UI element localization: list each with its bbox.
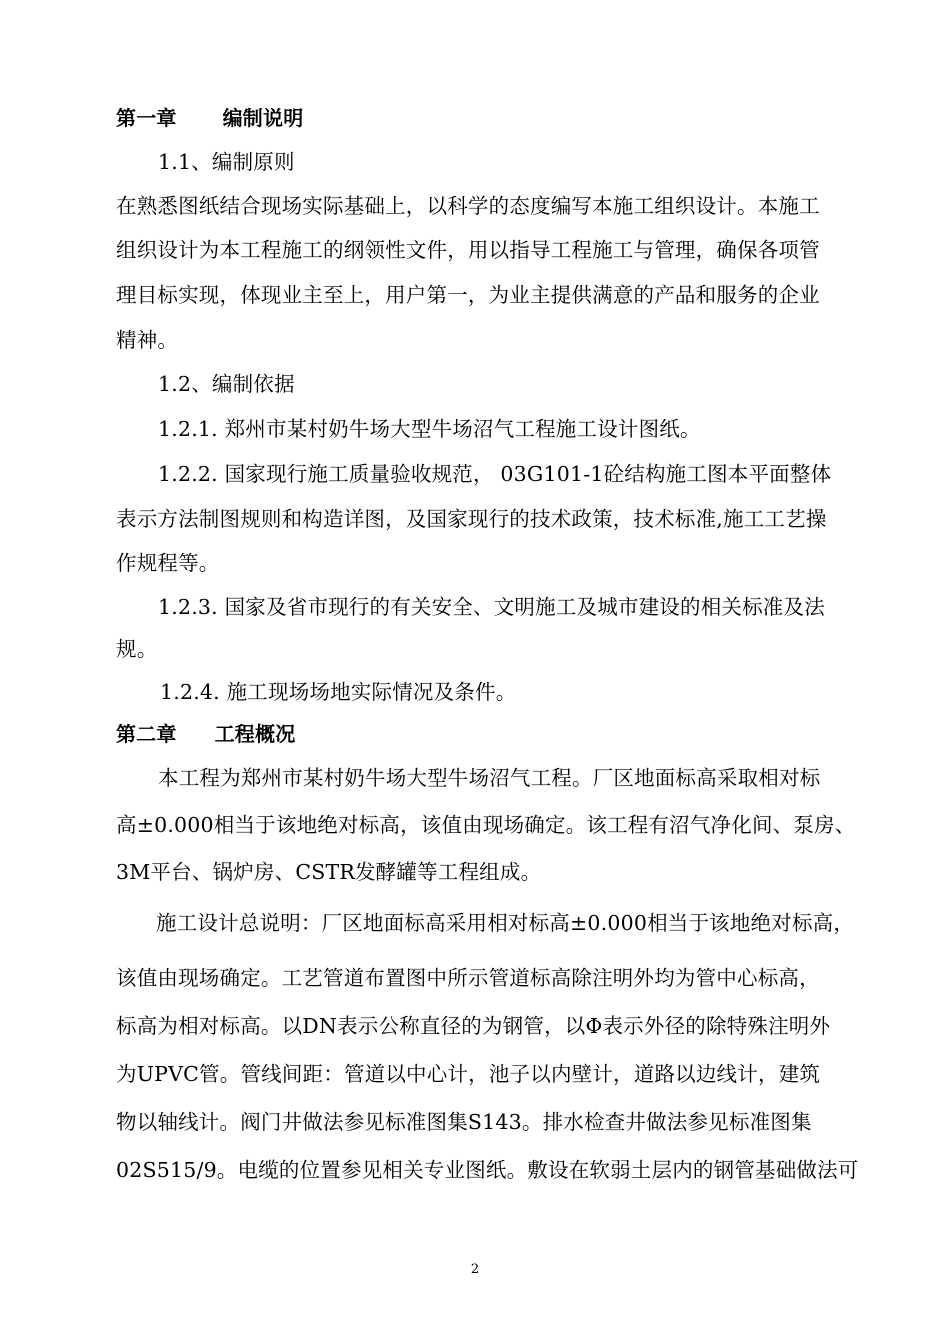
chapter-2-number: 第二章: [116, 722, 177, 746]
paragraph-line: 作规程等。: [116, 551, 220, 575]
paragraph-line: 02S515/9。电缆的位置参见相关专业图纸。敷设在软弱土层内的钢管基础做法可: [116, 1158, 859, 1182]
chapter-2-heading: [116, 721, 295, 747]
section-1-1-heading: 1.1、编制原则: [158, 150, 295, 174]
list-item-1-2-4: 1.2.4. 施工现场场地实际情况及条件。: [160, 680, 517, 704]
paragraph-line: 精神。: [116, 328, 179, 352]
paragraph-line: 理目标实现，体现业主至上，用户第一，为业主提供满意的产品和服务的企业: [116, 283, 820, 307]
paragraph-line: 高±0.000相当于该地绝对标高，该值由现场确定。该工程有沼气净化间、泵房、: [116, 813, 856, 837]
paragraph-line: 为UPVC管。管线间距：管道以中心计，池子以内壁计，道路以边线计，建筑: [116, 1062, 821, 1086]
paragraph-line: 标高为相对标高。以DN表示公称直径的为钢管，以Φ表示外径的除特殊注明外: [116, 1014, 831, 1038]
paragraph-line: 3M平台、锅炉房、CSTR发酵罐等工程组成。: [116, 860, 542, 884]
paragraph-line: 规。: [116, 637, 158, 661]
chapter-1-title: 编制说明: [222, 106, 304, 130]
page-number: 2: [470, 1262, 480, 1277]
list-item-1-2-2: 1.2.2. 国家现行施工质量验收规范， 03G101-1砼结构施工图本平面整体: [158, 462, 832, 486]
paragraph-line: 组织设计为本工程施工的纲领性文件，用以指导工程施工与管理，确保各项管: [116, 238, 820, 262]
list-item-1-2-1: 1.2.1. 郑州市某村奶牛场大型牛场沼气工程施工设计图纸。: [158, 417, 701, 441]
paragraph-line: 表示方法制图规则和构造详图，及国家现行的技术政策，技术标准,施工工艺操: [116, 507, 827, 531]
paragraph-line: 本工程为郑州市某村奶牛场大型牛场沼气工程。厂区地面标高采取相对标: [158, 766, 821, 790]
chapter-2-title: 工程概况: [214, 722, 296, 746]
chapter-1-heading: [116, 105, 303, 131]
list-item-1-2-3: 1.2.3. 国家及省市现行的有关安全、文明施工及城市建设的相关标准及法: [158, 595, 825, 619]
chapter-1-number: 第一章: [116, 106, 177, 130]
section-1-2-heading: 1.2、编制依据: [158, 372, 295, 396]
paragraph-line: 在熟悉图纸结合现场实际基础上，以科学的态度编写本施工组织设计。本施工: [116, 194, 820, 218]
paragraph-line: 施工设计总说明：厂区地面标高采用相对标高±0.000相当于该地绝对标高，: [156, 911, 855, 935]
paragraph-line: 该值由现场确定。工艺管道布置图中所示管道标高除注明外均为管中心标高，: [116, 966, 820, 990]
paragraph-line: 物以轴线计。阀门井做法参见标准图集S143。排水检查井做法参见标准图集: [116, 1110, 812, 1134]
